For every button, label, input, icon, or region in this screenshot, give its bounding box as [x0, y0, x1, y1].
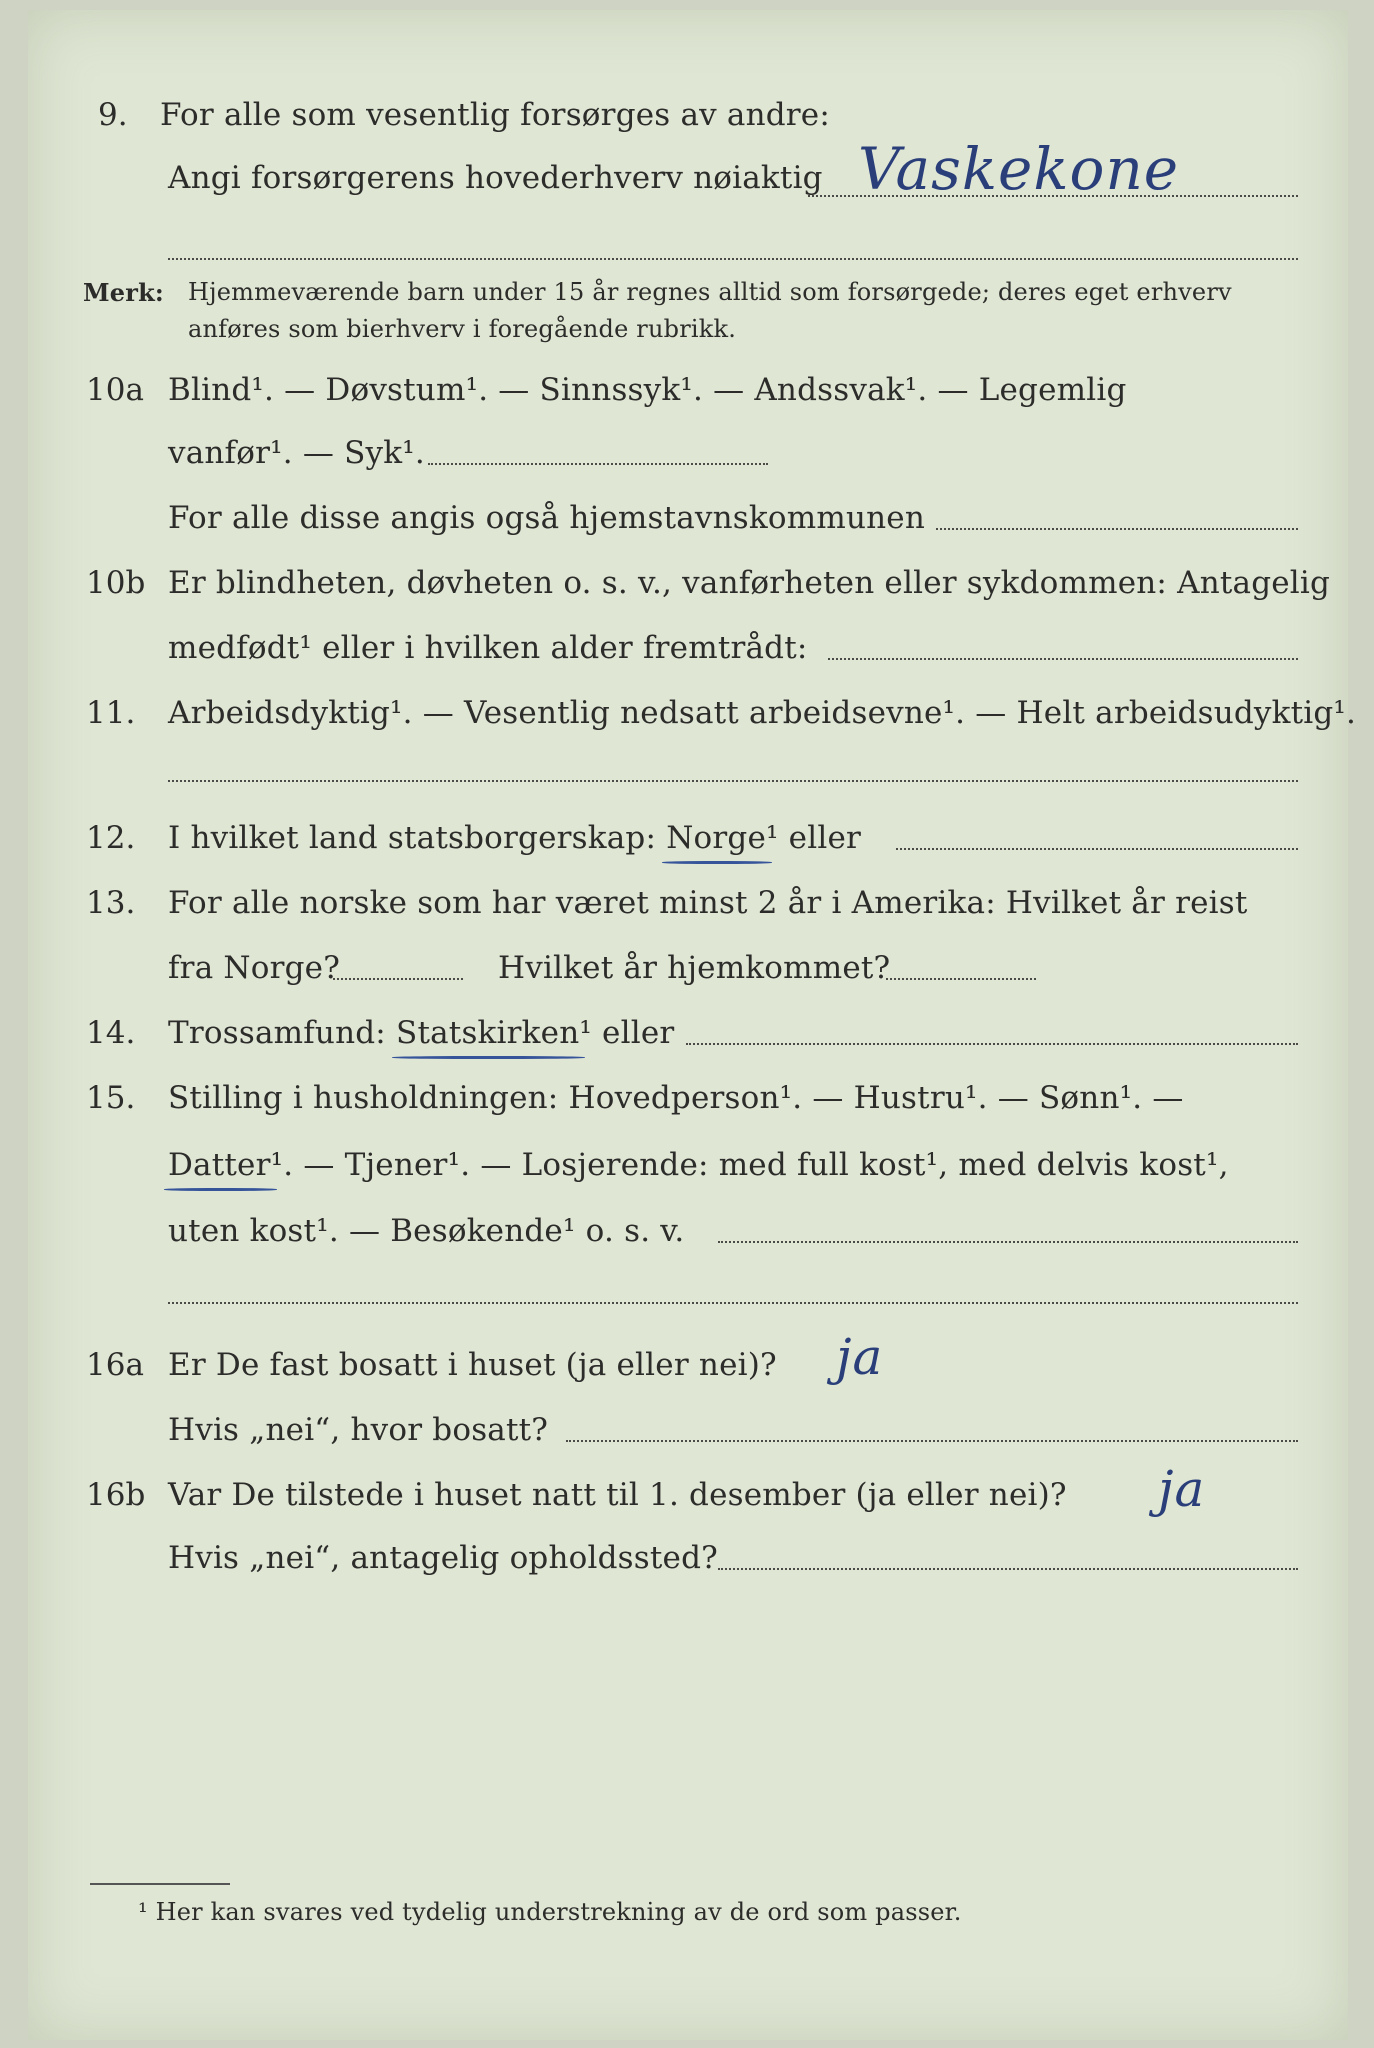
q16b-number: 16b: [86, 1477, 146, 1513]
q15-number: 15.: [86, 1080, 136, 1116]
merk-label: Merk:: [83, 278, 164, 307]
q12-answer-line: [896, 848, 1298, 850]
footnote-rule: [90, 1883, 230, 1885]
q14-underlined-choice: Statskirken: [396, 1015, 580, 1051]
q14-suffix: ¹ eller: [579, 1015, 675, 1051]
q15-underlined-choice: Datter: [168, 1147, 271, 1183]
q12-question: [168, 820, 861, 856]
q16b-answer-handwritten: ja: [1158, 1460, 1206, 1518]
q10a-question: Blind¹. — Døvstum¹. — Sinnssyk¹. — Andssvak¹. — Legemlig: [168, 372, 1127, 408]
q11-number: 11.: [86, 695, 136, 731]
q11-question: Arbeidsdyktig¹. — Vesentlig nedsatt arbeidsevne¹. — Helt arbeidsudyktig¹.: [168, 695, 1357, 731]
q14-question-text: Trossamfund:: [168, 1015, 386, 1051]
q14-answer-line: [686, 1043, 1298, 1045]
q10b-question-line2: medfødt¹ eller i hvilken alder fremtrådt:: [168, 630, 808, 666]
q13-hjemkommet-line: [886, 978, 1036, 980]
q13-number: 13.: [86, 885, 136, 921]
q11-answer-line: [168, 780, 1298, 782]
q16a-question-line2: Hvis „nei“, hvor bosatt?: [168, 1412, 549, 1448]
q10b-answer-line: [828, 658, 1298, 660]
q10a-number: 10a: [86, 372, 144, 408]
q16a-answer-handwritten: ja: [836, 1328, 884, 1386]
q14-number: 14.: [86, 1015, 136, 1051]
q16a-question: Er De fast bosatt i huset (ja eller nei)?: [168, 1347, 777, 1383]
q10a-question-line3: For alle disse angis også hjemstavnskommunen: [168, 500, 925, 536]
q12-suffix: ¹ eller: [766, 820, 862, 856]
q15-extra-line: [168, 1302, 1298, 1304]
q12-underlined-choice: Norge: [666, 820, 766, 856]
merk-note-line2: anføres som bierhverv i foregående rubrikk.: [188, 315, 737, 343]
q15-question: Stilling i husholdningen: Hovedperson¹. — Hustru¹. — Sønn¹. —: [168, 1080, 1184, 1116]
q13-reist-label: fra Norge?: [168, 950, 341, 986]
q16b-question-line2: Hvis „nei“, antagelig opholdssted?: [168, 1540, 718, 1576]
q10b-question: Er blindheten, døvheten o. s. v., vanførheten eller sykdommen: Antagelig: [168, 565, 1331, 601]
q13-reist-line: [333, 978, 463, 980]
q13-hjemkommet-label: Hvilket år hjemkommet?: [498, 950, 891, 986]
q15-line2-rest: ¹. — Tjener¹. — Losjerende: med full kost¹, med delvis kost¹,: [270, 1147, 1229, 1183]
q13-question: For alle norske som har været minst 2 år i Amerika: Hvilket år reist: [168, 885, 1248, 921]
q15-answer-line: [718, 1241, 1298, 1243]
footnote: ¹ Her kan svares ved tydelig understrekning av de ord som passer.: [138, 1898, 962, 1926]
q9-answer-line: [808, 195, 1298, 197]
q16a-number: 16a: [86, 1347, 144, 1383]
q16a-answer-line: [566, 1440, 1298, 1442]
q16b-answer-line: [718, 1568, 1298, 1570]
q10a-hjemstavn-line: [936, 528, 1298, 530]
q9-number: 9.: [98, 97, 128, 133]
q9-extra-line: [168, 258, 1298, 260]
q14-question: [168, 1015, 674, 1051]
q9-answer-handwritten: Vaskekone: [858, 135, 1180, 203]
q15-question-line2: [168, 1147, 1229, 1183]
q10a-answer-line: [428, 463, 768, 465]
q10b-number: 10b: [86, 565, 146, 601]
q10a-question-line2: vanfør¹. — Syk¹.: [168, 435, 425, 471]
q9-question: For alle som vesentlig forsørges av andre:: [160, 97, 830, 133]
q9-question-line2: Angi forsørgerens hovederhverv nøiaktig: [168, 160, 823, 196]
q12-number: 12.: [86, 820, 136, 856]
q16b-question: Var De tilstede i huset natt til 1. desember (ja eller nei)?: [168, 1477, 1067, 1513]
merk-note-line1: Hjemmeværende barn under 15 år regnes alltid som forsørgede; deres eget erhverv: [188, 278, 1232, 306]
q15-question-line3: uten kost¹. — Besøkende¹ o. s. v.: [168, 1213, 685, 1249]
census-form-page: [28, 10, 1357, 2040]
q12-question-text: I hvilket land statsborgerskap:: [168, 820, 657, 856]
